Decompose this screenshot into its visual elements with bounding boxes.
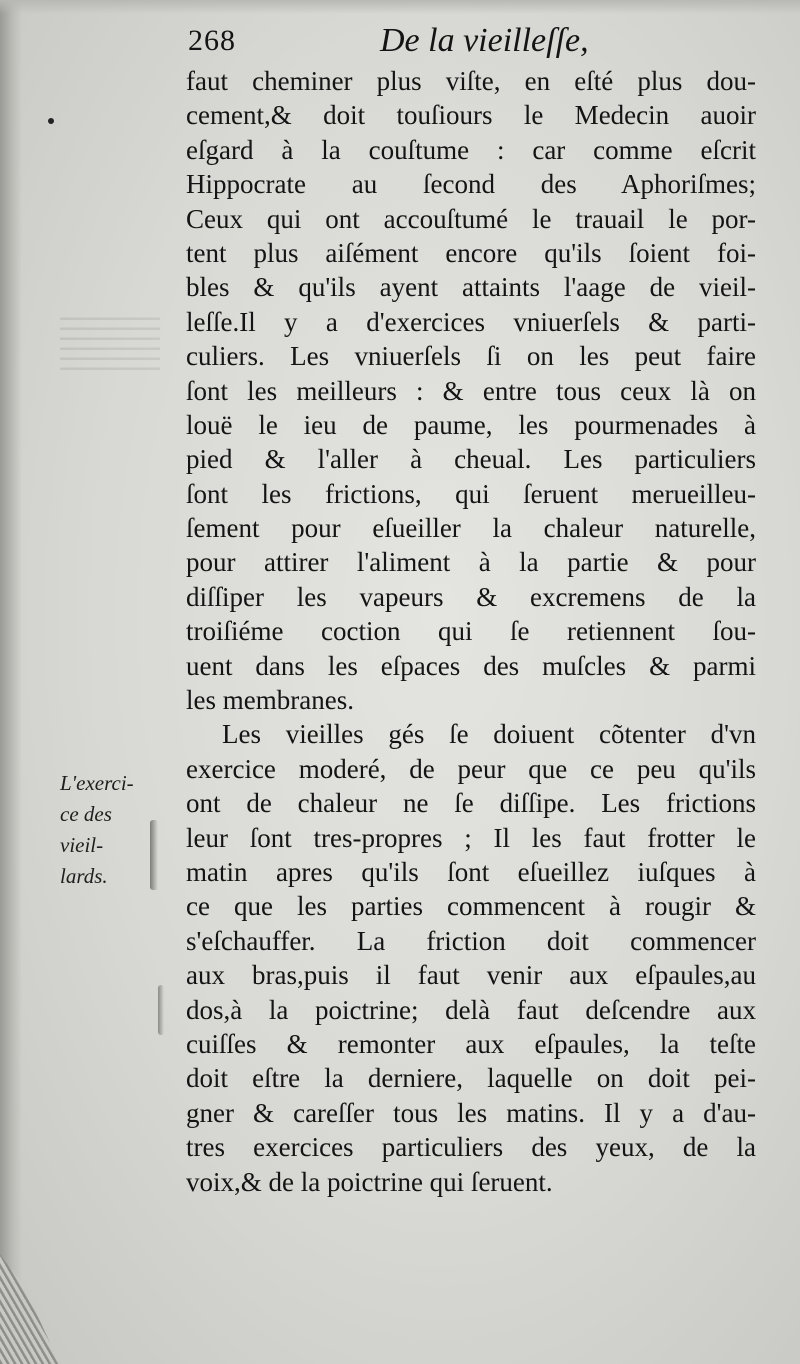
text-line: diſſiper les vapeurs & excremens de la: [186, 581, 756, 612]
margin-ink-mark: [150, 820, 158, 890]
text-line: matin apres qu'ils ſont eſueillez iuſques à: [186, 856, 756, 887]
text-line: gner & careſſer tous les matins. Il y a d'au-: [186, 1097, 756, 1128]
text-line: ſont les meilleurs : & entre tous ceux là on: [186, 375, 756, 406]
text-line: dos,à la poictrine; delà faut deſcendre aux: [186, 994, 756, 1025]
marginal-note-line: vieil-: [60, 833, 104, 857]
text-line-paragraph-end: les membranes.: [186, 685, 354, 716]
text-line: leur ſont tres-propres ; Il les faut frotter le: [186, 822, 756, 853]
text-line-final: voix,& de la poictrine qui ſeruent.: [186, 1166, 553, 1197]
text-line: Hippocrate au ſecond des Aphoriſmes;: [186, 169, 756, 200]
text-line-paragraph-start: Les vieilles gés ſe doiuent cõtenter d'vn: [222, 719, 756, 750]
frayed-page-corner: [0, 1254, 60, 1364]
text-line: pied & l'aller à cheual. Les particuliers: [186, 444, 756, 475]
text-line: bles & qu'ils ayent attaints l'aage de vieil-: [186, 272, 756, 303]
text-line: ont de chaleur ne ſe diſſipe. Les frictions: [186, 788, 756, 819]
marginal-note-line: lards.: [60, 864, 108, 888]
ink-spot: [48, 118, 54, 124]
page-top-shadow: [0, 0, 800, 14]
text-line: ſement pour eſueiller la chaleur naturelle,: [186, 513, 756, 544]
text-line: cement,& doit touſiours le Medecin auoir: [186, 100, 756, 131]
text-line: exercice moderé, de peur que ce peu qu'ils: [186, 753, 756, 784]
text-line: tent plus aiſément encore qu'ils ſoient foi-: [186, 237, 756, 268]
text-line: uent dans les eſpaces des muſcles & parmi: [186, 650, 756, 681]
ink-bleed-through: [60, 310, 160, 370]
text-line: tres exercices particuliers des yeux, de la: [186, 1132, 756, 1163]
text-line: cuiſſes & remonter aux eſpaules, la teſte: [186, 1028, 756, 1059]
margin-ink-mark: [158, 985, 164, 1035]
text-line: ce que les parties commencent à rougir &: [186, 891, 756, 922]
marginal-note-line: L'exerci-: [60, 771, 134, 795]
running-title: De la vieilleſſe,: [380, 22, 589, 59]
body-text: [186, 64, 756, 1199]
text-line: doit eſtre la derniere, laquelle on doit pei-: [186, 1063, 756, 1094]
page-gutter-shadow: [0, 0, 22, 1364]
text-line: s'eſchauffer. La friction doit commencer: [186, 925, 756, 956]
text-line: troiſiéme coction qui ſe retiennent ſou-: [186, 616, 756, 647]
marginal-note-line: ce des: [60, 802, 112, 826]
text-line: faut cheminer plus viſte, en eſté plus dou-: [186, 66, 756, 96]
text-line: culiers. Les vniuerſels ſi on les peut faire: [186, 341, 756, 372]
text-line: louë le ieu de paume, les pourmenades à: [186, 409, 756, 440]
page-number: 268: [188, 24, 236, 57]
text-line: eſgard à la couſtume : car comme eſcrit: [186, 134, 756, 165]
text-line: leſſe.Il y a d'exercices vniuerſels & parti-: [186, 306, 756, 337]
text-line: pour attirer l'aliment à la partie & pour: [186, 547, 756, 578]
text-line: aux bras,puis il faut venir aux eſpaules,au: [186, 960, 756, 991]
text-line: Ceux qui ont accouſtumé le trauail le por-: [186, 203, 756, 234]
text-line: ſont les frictions, qui ſeruent merueilleu-: [186, 478, 756, 509]
